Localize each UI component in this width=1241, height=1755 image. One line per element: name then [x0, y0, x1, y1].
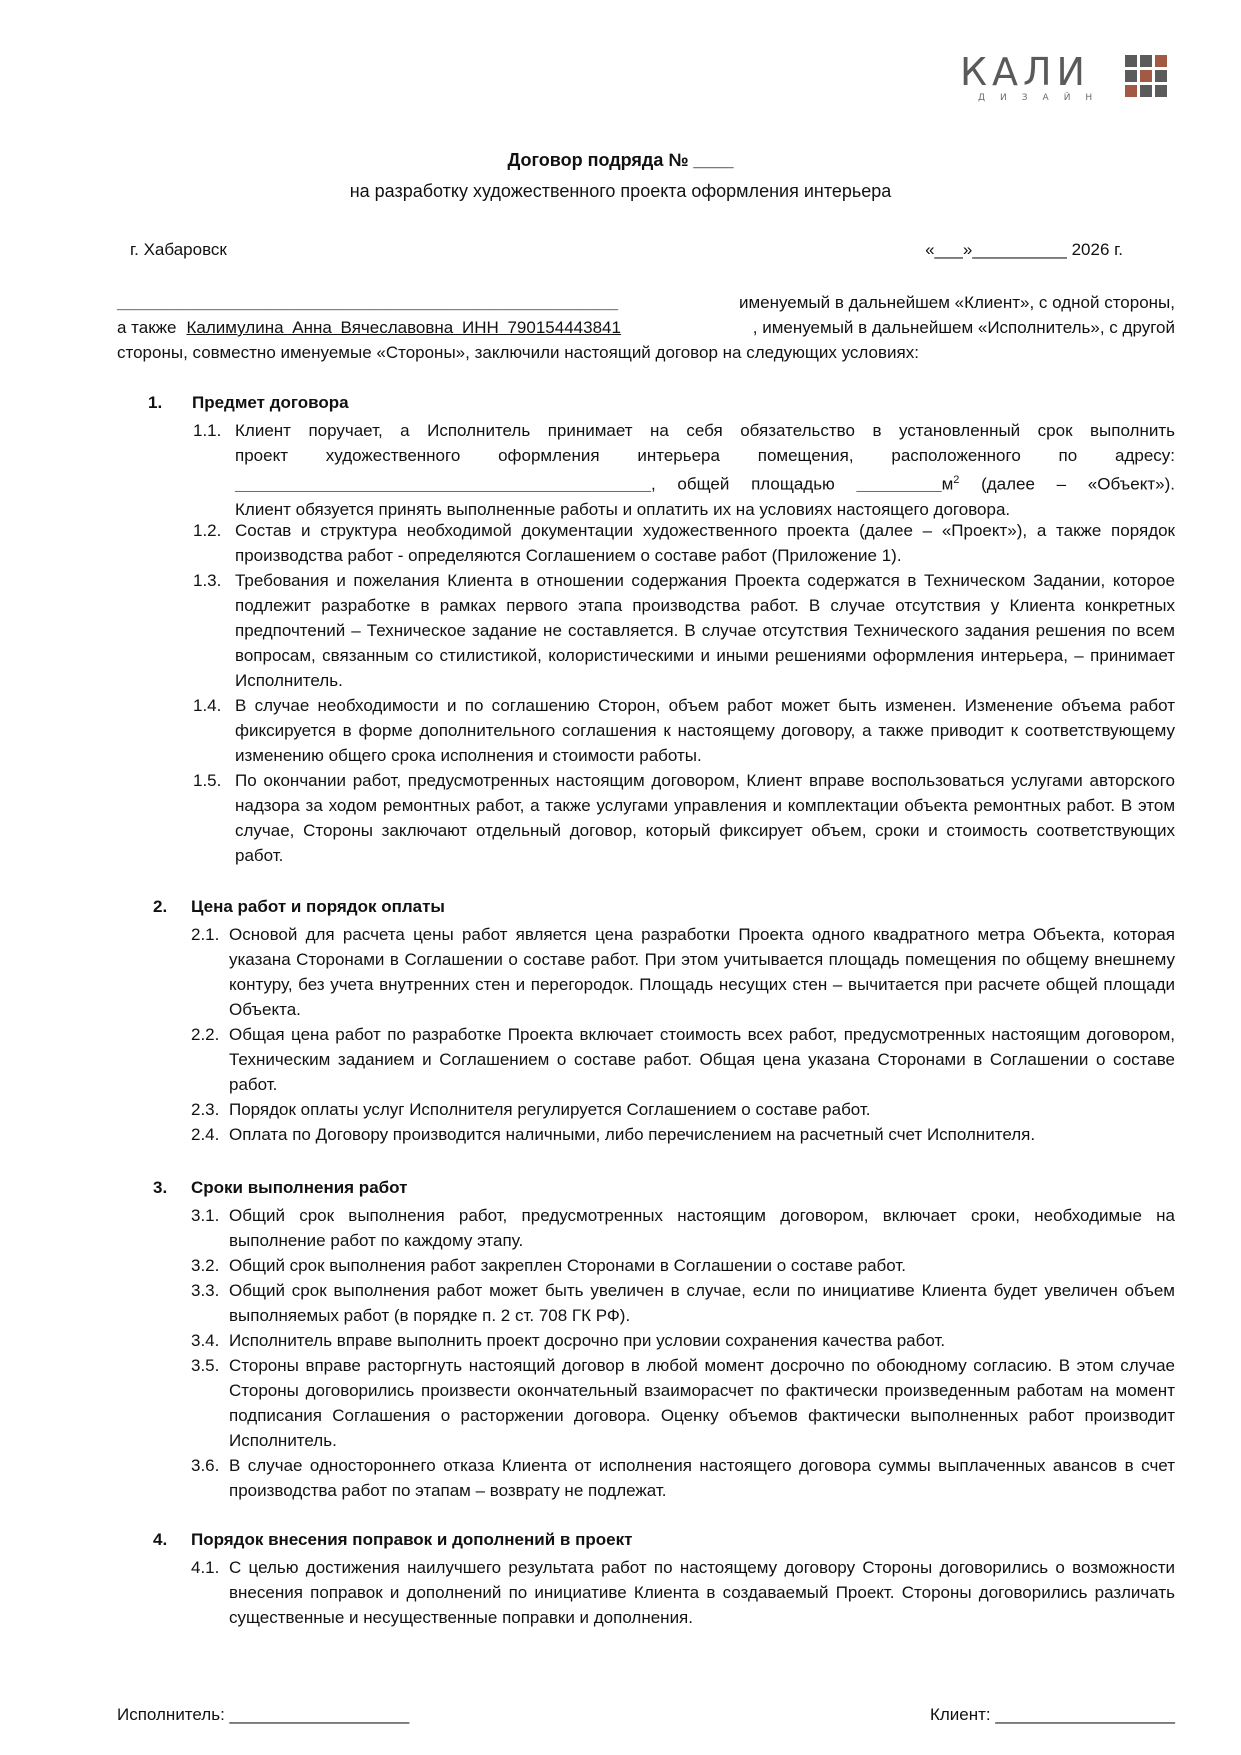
- clause-text: Состав и структура необходимой документации художественного проекта (далее – «Проект»), а также порядок производства работ - определяются Соглашением о составе работ (Приложение 1).: [235, 521, 1175, 565]
- section-number: 4.: [153, 1530, 168, 1549]
- logo-wordmark: КАЛИ: [960, 50, 1090, 94]
- intro-line-3: стороны, совместно именуемые «Стороны», заключили настоящий договор на следующих условиях:: [117, 343, 919, 362]
- company-logo: [960, 52, 1180, 112]
- logo-square: [1125, 85, 1137, 97]
- clause-number: 3.3.: [191, 1281, 220, 1300]
- intro-paragraph: [117, 290, 1175, 365]
- clause-text: Общая цена работ по разработке Проекта включает стоимость всех работ, предусмотренных настоящим договором, Техническим заданием и Соглашением о составе работ. Общая цена указана Сторонами в Соглашении о составе работ.: [229, 1025, 1175, 1094]
- clause-number: 1.3.: [193, 571, 222, 590]
- intro-line-1-rest: именуемый в дальнейшем «Клиент», с одной стороны,: [738, 293, 1175, 312]
- clause-number: 1.4.: [193, 696, 222, 715]
- clause-text: По окончании работ, предусмотренных настоящим договором, Клиент вправе воспользоваться услугами авторского надзора за ходом ремонтных работ, а также услугами управления и комплектации объекта ремонтных работ. В этом случае, Стороны заключают отдельный договор, который фиксирует объем, сроки и стоимость соответствующих работ.: [235, 771, 1175, 865]
- clause-text: Основой для расчета цены работ является цена разработки Проекта одного квадратного метра Объекта, которая указана Сторонами в Соглашении о составе работ. При этом учитывается площадь помещения по общему внешнему контуру, без учета внутренних стен и перегородок. Площадь несущих стен – вычитается при расчете общей площади Объекта.: [229, 925, 1175, 1019]
- clause-text: [235, 418, 1175, 522]
- section-number: 2.: [153, 897, 168, 916]
- clause-text: Общий срок выполнения работ может быть увеличен в случае, если по инициативе Клиента будет увеличен объем выполняемых работ (в порядке п. 2 ст. 708 ГК РФ).: [229, 1281, 1175, 1325]
- clause-number: 2.3.: [191, 1100, 220, 1119]
- clause-number: 3.5.: [191, 1356, 220, 1375]
- clause-number: 3.2.: [191, 1256, 220, 1275]
- clause-number: 2.2.: [191, 1025, 220, 1044]
- clause-1-1-line: Клиент поручает, а Исполнитель принимает на себя обязательство в установленный срок выполнить: [235, 421, 1175, 440]
- section-title: Цена работ и порядок оплаты: [191, 897, 445, 916]
- logo-square: [1155, 70, 1167, 82]
- logo-square: [1125, 70, 1137, 82]
- intro-line-2-pre: а также: [117, 318, 177, 337]
- clause-number: 3.1.: [191, 1206, 220, 1225]
- clause-text: В случае одностороннего отказа Клиента от исполнения настоящего договора суммы выплаченных авансов в счет производства работ по этапам – возврату не подлежат.: [229, 1456, 1175, 1500]
- logo-subtitle: ДИЗАЙН: [978, 93, 1108, 103]
- clause-text: Общий срок выполнения работ закреплен Сторонами в Соглашении о составе работ.: [229, 1256, 906, 1275]
- clause-number: 3.6.: [191, 1456, 220, 1475]
- client-signature-line: Клиент: ___________________: [929, 1705, 1175, 1724]
- logo-square: [1155, 55, 1167, 67]
- clause-number: 2.1.: [191, 925, 220, 944]
- clause-text: Исполнитель вправе выполнить проект досрочно при условии сохранения качества работ.: [229, 1331, 946, 1350]
- clause-number: 1.2.: [193, 521, 222, 540]
- clause-number: 1.1.: [193, 421, 222, 440]
- clause-text: Оплата по Договору производится наличными, либо перечислением на расчетный счет Исполнителя.: [229, 1125, 1036, 1144]
- clause-text: С целью достижения наилучшего результата работ по настоящему договору Стороны договорились о возможности внесения поправок и дополнений по инициативе Клиента в создаваемый Проект. Стороны договорились различать существенные и несущественные поправки и дополнения.: [229, 1558, 1175, 1627]
- clause-number: 2.4.: [191, 1125, 220, 1144]
- clause-number: 3.4.: [191, 1331, 220, 1350]
- clause-text: В случае необходимости и по соглашению Сторон, объем работ может быть изменен. Изменение объема работ фиксируется в форме дополнительного соглашения к настоящему договору, а также приводит к соответствующему изменению общего срока исполнения и стоимости работы.: [235, 696, 1175, 765]
- intro-line-1: [117, 290, 1175, 315]
- section-number: 1.: [148, 393, 163, 412]
- client-name-blank: _____________________________________________________: [117, 293, 619, 312]
- clause-number: 1.5.: [193, 771, 222, 790]
- logo-grid-icon: [1125, 55, 1167, 97]
- contract-city: г. Хабаровск: [130, 240, 227, 259]
- logo-square: [1140, 55, 1152, 67]
- executor-signature-line: Исполнитель: ___________________: [117, 1705, 410, 1724]
- section-number: 3.: [153, 1178, 168, 1197]
- intro-line-2-post: , именуемый в дальнейшем «Исполнитель», с другой: [752, 318, 1175, 337]
- clause-1-1-line: Клиент обязуется принять выполненные работы и оплатить их на условиях настоящего договора.: [235, 499, 1011, 519]
- clause-1-1-line: ____________________________________________, общей площадью $\_\_\_\_\_\_\_\_\_м^2$ (далее – «Объект»).: [235, 474, 1175, 494]
- clause-text: Общий срок выполнения работ, предусмотренных настоящим договором, включает сроки, необходимые на выполнение работ по каждому этапу.: [229, 1206, 1175, 1250]
- logo-square: [1140, 85, 1152, 97]
- document-title: Договор подряда № ____: [507, 150, 734, 170]
- document-subtitle: на разработку художественного проекта оформления интерьера: [349, 181, 892, 201]
- logo-square: [1125, 55, 1137, 67]
- intro-line-2-body: [187, 315, 1176, 340]
- section-title: Предмет договора: [192, 393, 349, 412]
- clause-1-1-line: проект художественного оформления интерьера помещения, расположенного по адресу:: [235, 446, 1175, 465]
- executor-name: Калимулина Анна Вячеславовна ИНН 790154443841: [186, 318, 621, 337]
- contract-date: «___»__________ 2026 г.: [925, 240, 1123, 259]
- clause-text: Стороны вправе расторгнуть настоящий договор в любой момент досрочно по обоюдному согласию. В этом случае Стороны договорились произвести окончательный взаиморасчет по фактически произведенным работам на момент подписания Соглашения о расторжении договора. Оценку объемов фактически выполненных работ производит Исполнитель.: [229, 1356, 1175, 1450]
- clause-text: Порядок оплаты услуг Исполнителя регулируется Соглашением о составе работ.: [229, 1100, 871, 1119]
- logo-square: [1155, 85, 1167, 97]
- intro-line-2: [117, 315, 1175, 340]
- section-title: Сроки выполнения работ: [191, 1178, 408, 1197]
- clause-number: 4.1.: [191, 1558, 220, 1577]
- section-title: Порядок внесения поправок и дополнений в проект: [191, 1530, 633, 1549]
- logo-square: [1140, 70, 1152, 82]
- clause-text: Требования и пожелания Клиента в отношении содержания Проекта содержатся в Техническом Задании, которое подлежит разработке в рамках первого этапа производства работ. В случае отсутствия у Клиента конкретных предпочтений – Техническое задание не составляется. В случае отсутствия Технического задания решения по всем вопросам, связанным со стилистикой, колористическими и иными решениями оформления интерьера, – принимает Исполнитель.: [235, 571, 1175, 690]
